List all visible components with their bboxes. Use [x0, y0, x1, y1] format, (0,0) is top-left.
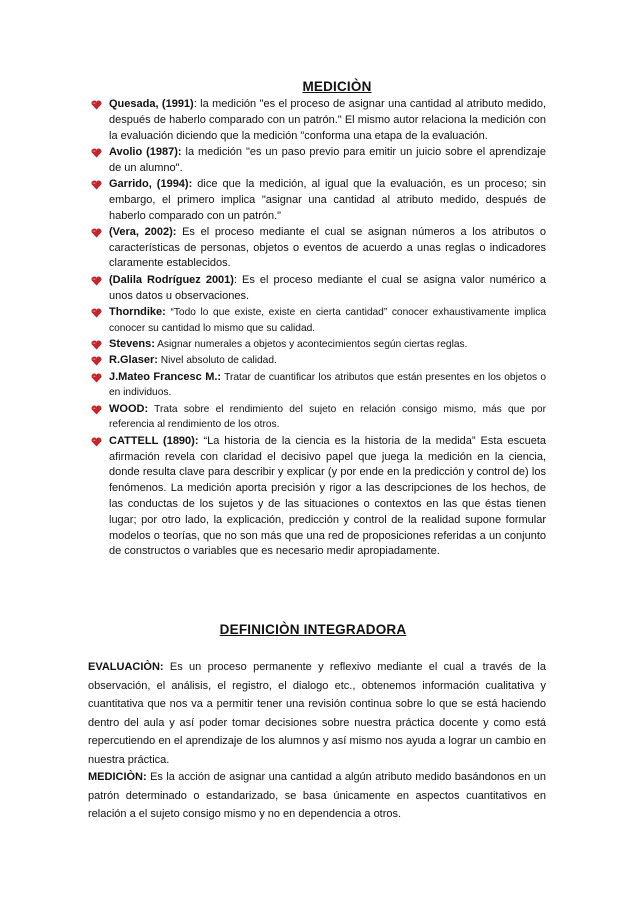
- definition-text: : Es el proceso mediante el cual se asigna valor numérico a unos datos u observaciones.: [109, 273, 546, 302]
- heart-bullet-icon: [91, 276, 102, 286]
- medicion-text: Es la acción de asignar una cantidad a algún atributo medido basándonos en un patrón determinado o estandarizado, se basa únicamente en aspectos cuantitativos en relación a el sujeto consigo mismo y no en dependencia a otros.: [88, 771, 546, 820]
- definition-text: Asignar numerales a objetos y acontecimientos según ciertas reglas.: [154, 338, 468, 350]
- definition-item: [88, 225, 546, 272]
- definition-text: dice que la medición, al igual que la evaluación, es un proceso; sin embargo, el primero implica "asignar una cantidad al atributo medido, después de haberlo comparado con un patrón.": [109, 177, 546, 222]
- definition-text: Nivel absoluto de calidad.: [157, 355, 277, 367]
- definition-text: Trata sobre el rendimiento del sujeto en relación consigo mismo, más que por referencia al rendimiento de los otros.: [109, 403, 546, 431]
- definition-author: J.Mateo Francesc M.:: [109, 370, 222, 383]
- heart-bullet-icon: [91, 308, 102, 318]
- definition-item: [88, 337, 546, 353]
- evaluacion-text: Es un proceso permanente y reflexivo mediante el cual a través de la observación, el análisis, el registro, el dialogo etc., obtenemos información cualitativa y cuantitativa que nos va a permitir tener una revisión continua sobre lo que se está haciendo dentro del aula y así poder tomar decisiones sobre nuestra práctica docente y como está repercutiendo en el aprendizaje de los alumnos y así mismo nos ayuda a lograr un cambio en nuestra práctica.: [88, 661, 546, 766]
- definition-item: [88, 177, 546, 224]
- heart-bullet-icon: [91, 373, 102, 383]
- definition-item: [88, 305, 546, 337]
- definition-item: [88, 402, 546, 434]
- definition-author: WOOD:: [109, 402, 149, 415]
- definition-author: CATTELL (1890):: [109, 434, 199, 447]
- definition-author: Quesada, (1991): [109, 98, 194, 110]
- heart-bullet-icon: [91, 437, 102, 447]
- definition-author: Thorndike:: [109, 305, 166, 318]
- definition-text: la medición "es un paso previo para emitir un juicio sobre el aprendizaje de un alumno".: [109, 145, 546, 174]
- definition-text: Es el proceso mediante el cual se asignan números a los atributos o características de personas, objetos o eventos de acuerdo a unas reglas o indicadores claramente establecidos.: [109, 225, 546, 270]
- definition-item: [88, 353, 546, 369]
- definition-item: [88, 145, 546, 177]
- definitions-list: [88, 97, 546, 561]
- section-title-definicion-integradora: DEFINICIÒN INTEGRADORA: [219, 622, 407, 637]
- definition-item: [88, 97, 546, 144]
- definition-text: “La historia de la ciencia es la historia de la medida” Esta escueta afirmación revela con claridad el decisivo papel que juega la medición en la ciencia, donde resulta clave para describir y explicar (y por ende en la predicción y control de) los fenómenos. La medición aporta precisión y rigor a las descripciones de los hechos, de las conductas de los sujetos y de las situaciones o contextos en las que éstas tienen lugar; por otro lado, la explicación, predicción y control de la realidad supone formular modelos o teorías, que no son más que una red de proposiciones referidas a un conjunto de constructos o variables que es necesario medir apropiadamente.: [109, 434, 546, 558]
- medicion-paragraph: [88, 768, 546, 824]
- heart-bullet-icon: [91, 148, 102, 158]
- definition-text: “Todo lo que existe, existe en cierta cantidad” conocer exhaustivamente implica conocer su cantidad lo mismo que su calidad.: [109, 306, 546, 334]
- definition-item: [88, 273, 546, 305]
- definition-author: Stevens:: [109, 337, 155, 350]
- definition-item: [88, 370, 546, 402]
- definition-item: [88, 434, 546, 560]
- medicion-lead: MEDICIÒN:: [88, 771, 147, 783]
- heart-bullet-icon: [91, 100, 102, 110]
- definition-author: (Vera, 2002):: [109, 225, 177, 238]
- evaluacion-lead: EVALUACIÒN:: [88, 661, 164, 673]
- definition-author: Avolio (1987):: [109, 145, 182, 158]
- definition-author: (Dalila Rodríguez 2001): [109, 273, 234, 286]
- heart-bullet-icon: [91, 405, 102, 415]
- definition-text: : la medición "es el proceso de asignar una cantidad al atributo medido, después de haberlo comparado con un patrón." El mismo autor relaciona la medición con la evaluación diciendo que la medición "conforma una etapa de la evaluación.: [109, 98, 546, 142]
- page-title-medicion: MEDICIÒN: [302, 79, 372, 94]
- definition-author: Garrido, (1994):: [109, 177, 193, 190]
- heart-bullet-icon: [91, 180, 102, 190]
- definition-text: Tratar de cuantificar los atributos que están presentes en los objetos o en individuos.: [109, 371, 546, 399]
- evaluacion-paragraph: [88, 658, 546, 769]
- heart-bullet-icon: [91, 228, 102, 238]
- definition-author: R.Glaser:: [109, 354, 158, 367]
- heart-bullet-icon: [91, 356, 102, 366]
- heart-bullet-icon: [91, 340, 102, 350]
